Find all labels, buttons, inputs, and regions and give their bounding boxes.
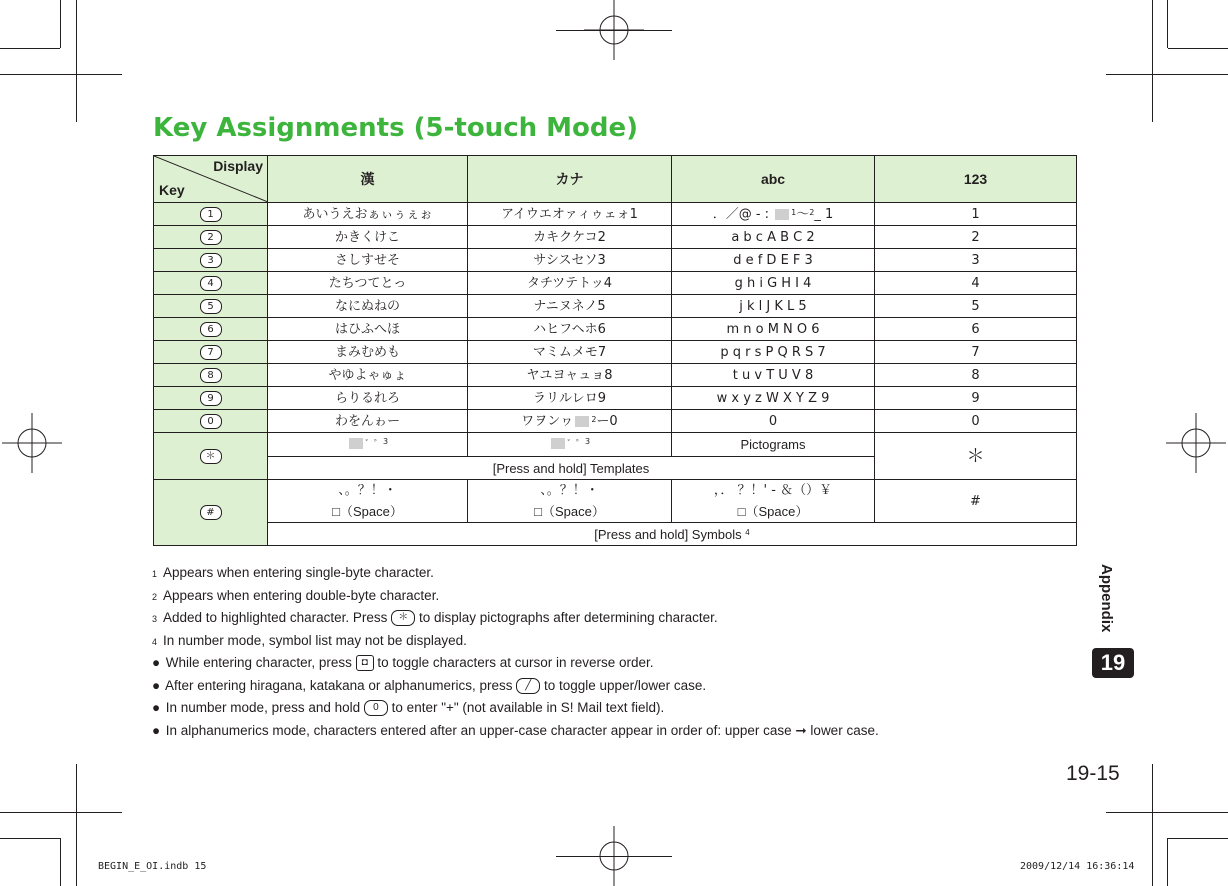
table-row xyxy=(154,226,1077,249)
cell-kana: カキクケコ2 xyxy=(468,226,672,249)
crop-mark xyxy=(1106,812,1228,813)
pictogram-icon xyxy=(575,416,589,427)
cell-kanji: はひふへほ xyxy=(268,318,468,341)
table-row-hash xyxy=(154,480,1077,523)
crop-mark xyxy=(0,74,122,75)
table-row xyxy=(154,295,1077,318)
section-label: Appendix xyxy=(1098,564,1115,633)
registration-mark-left xyxy=(2,413,62,473)
key-4-icon: 4 xyxy=(200,276,222,291)
call-key-icon: ╱ xyxy=(516,678,540,694)
cell-symbols: [Press and hold] Symbols $^4$ xyxy=(268,523,1077,546)
table-row xyxy=(154,341,1077,364)
header-abc: abc xyxy=(672,156,875,203)
cell-num: 3 xyxy=(875,249,1077,272)
cell-kana: タチツテトッ4 xyxy=(468,272,672,295)
pictogram-icon xyxy=(551,438,565,449)
cell-num: ＊ xyxy=(875,433,1077,480)
cell-kana: ラリルレロ9 xyxy=(468,387,672,410)
cell-abc: g h i G H I 4 xyxy=(672,272,875,295)
cell-kanji: さしすせそ xyxy=(268,249,468,272)
cell-kana: ヤユヨャュョ8 xyxy=(468,364,672,387)
cell-abc: ，． ？！' - ＆（）￥ □（Space） xyxy=(672,480,875,523)
cell-kanji: あいうえおぁぃぅぇぉ xyxy=(268,203,468,226)
key-5-icon: 5 xyxy=(200,299,222,314)
slug-right: 2009/12/14 16:36:14 xyxy=(1020,861,1135,872)
cell-num: 2 xyxy=(875,226,1077,249)
table-row xyxy=(154,272,1077,295)
header-kanji: 漢 xyxy=(268,156,468,203)
header-kana: カナ xyxy=(468,156,672,203)
cell-abc: d e f D E F 3 xyxy=(672,249,875,272)
cell-abc: Pictograms xyxy=(672,433,875,457)
bullet-item: ● In number mode, press and hold 0 to enter "+" (not available in S! Mail text field). xyxy=(152,700,665,715)
cell-abc: j k l J K L 5 xyxy=(672,295,875,318)
cell-kana: ワヲンヮ $^2$ー0 xyxy=(468,410,672,433)
cell-num: # xyxy=(875,480,1077,523)
cell-kana: ハヒフヘホ6 xyxy=(468,318,672,341)
crop-mark xyxy=(1152,0,1153,122)
cell-templates: [Press and hold] Templates xyxy=(268,457,875,480)
cell-kana: ゛゜$^3$ xyxy=(468,433,672,457)
cell-kanji: かきくけこ xyxy=(268,226,468,249)
bullet-item: ● After entering hiragana, katakana or alphanumerics, press ╱ to toggle upper/lower case. xyxy=(152,677,707,693)
table-header-row xyxy=(154,156,1077,203)
cell-kana: マミムメモ7 xyxy=(468,341,672,364)
crop-mark xyxy=(1106,74,1228,75)
table-row-hash-hold xyxy=(154,523,1077,546)
key-2-icon: 2 xyxy=(200,230,222,245)
pictogram-icon xyxy=(349,438,363,449)
header-123: 123 xyxy=(875,156,1077,203)
key-3-icon: 3 xyxy=(200,253,222,268)
key-7-icon: 7 xyxy=(200,345,222,360)
registration-mark-right xyxy=(1166,413,1226,473)
hash-key-icon: # xyxy=(200,505,222,520)
cell-kanji: 、。？！・ □（Space） xyxy=(268,480,468,523)
crop-mark xyxy=(556,30,672,31)
table-row xyxy=(154,387,1077,410)
cell-kanji: わをんゎー xyxy=(268,410,468,433)
cell-abc: m n o M N O 6 xyxy=(672,318,875,341)
table-row xyxy=(154,203,1077,226)
key-assignment-table xyxy=(153,155,1077,546)
footnote: $^3$ Added to highlighted character. Press ＊ to display pictographs after determining character. xyxy=(152,610,718,625)
footnote: $^1$ Appears when entering single-byte character. xyxy=(152,565,434,580)
cell-kana: ナニヌネノ5 xyxy=(468,295,672,318)
cell-num: 8 xyxy=(875,364,1077,387)
cell-num: 4 xyxy=(875,272,1077,295)
table-row xyxy=(154,364,1077,387)
footnote: $^4$ In number mode, symbol list may not be displayed. xyxy=(152,632,467,648)
cell-kanji: やゆよゃゅょ xyxy=(268,364,468,387)
crop-mark xyxy=(1168,48,1228,49)
key-1-icon: 1 xyxy=(200,207,222,222)
zero-key-icon: 0 xyxy=(364,700,388,716)
crop-mark xyxy=(1152,764,1153,886)
crop-mark xyxy=(0,48,60,49)
star-key-icon: ＊ xyxy=(200,449,222,464)
camera-key-icon: ◘ xyxy=(356,655,374,671)
corner-key-label: Key xyxy=(159,182,185,198)
cell-num: 1 xyxy=(875,203,1077,226)
cell-abc: 0 xyxy=(672,410,875,433)
cell-abc: ．／@ - : $^1$～$^2$_ 1 xyxy=(672,203,875,226)
cell-num: 7 xyxy=(875,341,1077,364)
notes-section xyxy=(152,562,879,742)
crop-mark xyxy=(0,838,60,839)
cell-num: 6 xyxy=(875,318,1077,341)
cell-num: 9 xyxy=(875,387,1077,410)
crop-mark xyxy=(76,764,77,886)
corner-display-label: Display xyxy=(213,158,263,174)
cell-kana: サシスセソ3 xyxy=(468,249,672,272)
key-0-icon: 0 xyxy=(200,414,222,429)
cell-kanji: ゛゜$^3$ xyxy=(268,433,468,457)
table-row xyxy=(154,410,1077,433)
cell-kana: 、。？！・ □（Space） xyxy=(468,480,672,523)
cell-kanji: らりるれろ xyxy=(268,387,468,410)
cell-num: 5 xyxy=(875,295,1077,318)
slug-left: BEGIN_E_OI.indb 15 xyxy=(98,861,207,872)
cell-abc: a b c A B C 2 xyxy=(672,226,875,249)
cell-kana: アイウエオァィゥェォ1 xyxy=(468,203,672,226)
page-title: Key Assignments (5-touch Mode) xyxy=(153,113,639,143)
crop-mark xyxy=(556,856,672,857)
pictogram-icon xyxy=(775,209,789,220)
cell-kanji: まみむめも xyxy=(268,341,468,364)
crop-mark xyxy=(60,0,61,48)
chapter-badge: 19 xyxy=(1092,648,1134,678)
table-row xyxy=(154,249,1077,272)
crop-mark xyxy=(1168,838,1228,839)
table-row xyxy=(154,318,1077,341)
key-8-icon: 8 xyxy=(200,368,222,383)
footnote: $^2$ Appears when entering double-byte character. xyxy=(152,587,440,603)
page-number: 19-15 xyxy=(1066,762,1120,785)
crop-mark xyxy=(76,0,77,122)
cell-abc: p q r s P Q R S 7 xyxy=(672,341,875,364)
key-9-icon: 9 xyxy=(200,391,222,406)
bullet-item: ● While entering character, press ◘ to toggle characters at cursor in reverse order. xyxy=(152,655,654,670)
cell-num: 0 xyxy=(875,410,1077,433)
star-key-icon: ＊ xyxy=(391,610,415,626)
cell-abc: w x y z W X Y Z 9 xyxy=(672,387,875,410)
cell-kanji: なにぬねの xyxy=(268,295,468,318)
crop-mark xyxy=(60,838,61,886)
cell-abc: t u v T U V 8 xyxy=(672,364,875,387)
key-6-icon: 6 xyxy=(200,322,222,337)
crop-mark xyxy=(1167,0,1168,48)
crop-mark xyxy=(1167,838,1168,886)
crop-mark xyxy=(0,812,122,813)
cell-kanji: たちつてとっ xyxy=(268,272,468,295)
table-row-star xyxy=(154,433,1077,457)
corner-header xyxy=(154,156,268,203)
bullet-item: ● In alphanumerics mode, characters entered after an upper-case character appear in order of: upper case ➞ lower case. xyxy=(152,722,879,738)
